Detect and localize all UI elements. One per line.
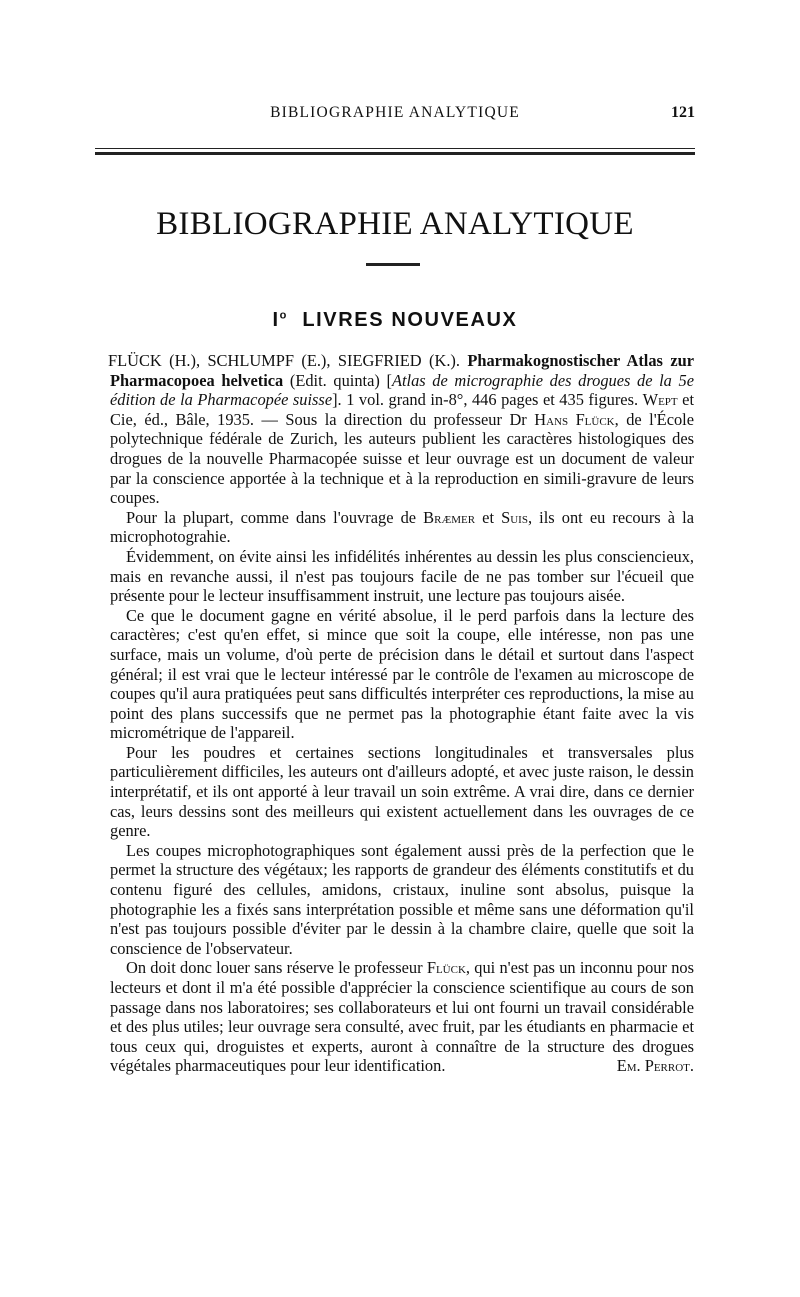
running-head <box>95 104 695 128</box>
section-number: $I^o$ <box>272 309 288 331</box>
header-rule-thick <box>95 152 695 155</box>
section-label: LIVRES NOUVEAUX <box>302 309 518 331</box>
header-rule-thin <box>95 148 695 149</box>
director-name: Hans Flück <box>534 409 615 429</box>
review-paragraph: Ce que le document gagne en vérité absolue, il le perd parfois dans la lecture des caractères; c'est qu'en effet, si mince que soit la coupe, elle intéresse, non pas une surface, mais un volume, d'où perte de précision dans le détail et surtout dans l'aspect général; il est vrai que le lecteur intéressé par le contrôle de l'examen au microscope de coupes qu'il aura pratiquées peut sans difficultés interpréter ces reproductions, la mise au point des plans successifs que ne permet pas la photographie étant faite avec la vis micrométrique de l'appareil. <box>110 605 694 743</box>
title-divider <box>366 263 420 266</box>
review-paragraph: FLÜCK (H.), SCHLUMPF (E.), SIEGFRIED (K.). Pharmakognostischer Atlas zur Pharmacopoea helvetica (Edit. quinta) [Atlas de micrographie des drogues de la 5e édition de la Pharmacopée suisse]. 1 vol. grand in-8°, 446 pages et 435 figures. Wept et Cie, éd., Bâle, 1935. — Sous la direction du professeur Dr Hans Flück, de l'École polytechnique fédérale de Zurich, les auteurs publient les caractères histologiques des drogues de la nouvelle Pharmacopée suisse et leur ouvrage est un document de valeur par la conscience apportée à la technique et à la reproduction en simili-gravure de leurs coupes. <box>108 351 694 508</box>
page-title: BIBLIOGRAPHIE ANALYTIQUE <box>156 206 634 242</box>
publisher: Wept <box>642 390 678 410</box>
review-paragraph: Pour la plupart, comme dans l'ouvrage de Bræmer et Suis, ils ont eu recours à la microphotograhie. <box>110 507 694 547</box>
signature: Em. Perrot. <box>616 1056 694 1076</box>
running-title: BIBLIOGRAPHIE ANALYTIQUE <box>270 104 520 121</box>
review-body <box>110 351 694 1076</box>
translated-title: Atlas de micrographie des drogues de la 5e édition de la Pharmacopée suisse <box>110 370 694 410</box>
review-paragraph: On doit donc louer sans réserve le professeur Flück, qui n'est pas un inconnu pour nos lecteurs et dont il m'a été possible d'apprécier la conscience scientifique au cours de son passage dans nos laboratoires; ses collaborateurs et lui ont fourni un travail considérable et des plus utiles; leur ouvrage sera consulté, avec fruit, par les étudiants en pharmacie et tous ceux qui, droguistes et experts, auront à connaître de la structure des drogues végétales pharmaceutiques pour leur identification. Em. Perrot. <box>110 958 694 1076</box>
review-authors: FLÜCK (H.), SCHLUMPF (E.), SIEGFRIED (K.). <box>108 351 468 370</box>
section-heading <box>95 309 695 332</box>
book-title: Pharmakognostischer Atlas zur Pharmacopoea helvetica <box>110 351 694 390</box>
review-paragraph: Pour les poudres et certaines sections longitudinales et transversales plus particulièrement difficiles, les auteurs ont d'ailleurs adopté, et avec juste raison, le dessin interprétatif, et ils ont apporté à leur travail un soin extrême. A vrai dire, dans ce dernier cas, leurs dessins sont des meilleurs qui existent actuellement dans les ouvrages de ce genre. <box>110 742 694 841</box>
review-paragraph: Évidemment, on évite ainsi les infidélités inhérentes au dessin les plus consciencieux, mais en revanche aussi, il n'est pas toujours facile de ne pas tomber sur l'écueil que présente pour le lecteur insuffisamment instruit, une lecture pas toujours aisée. <box>110 546 694 606</box>
review-paragraph: Les coupes microphotographiques sont également aussi près de la perfection que le permet la structure des végétaux; les rapports de grandeur des éléments constitutifs et du contenu figuré des cellules, amidons, cristaux, inuline sont absolus, puisque la photographie les a fixés sans interprétation possible et même sans une déformation qu'il n'est pas toujours possible d'éviter par le dessin à la chambre claire, quelle que soit la conscience de l'observateur. <box>110 840 694 958</box>
page-number: 121 <box>671 104 695 121</box>
